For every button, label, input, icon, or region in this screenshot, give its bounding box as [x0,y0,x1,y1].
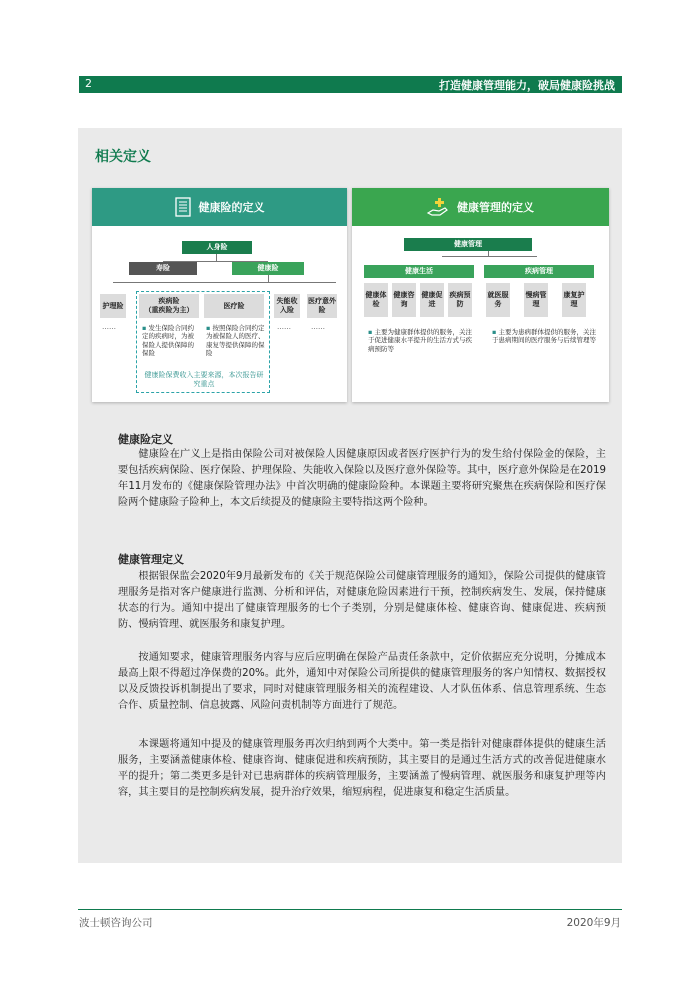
healthy-living-note: ▪ 主要为健康群体提供的服务，关注于促进健康水平提升的生活方式与疾病预防等 [368,328,472,353]
node-medical-insurance: 医疗险 [204,294,264,318]
health-management-paragraph-1: 根据银保监会2020年9月最新发布的《关于规范保险公司健康管理服务的通知》，保险公司提供的健康管理服务是指对客户健康进行监测、分析和评估，对健康危险因素进行干预，控制疾病发生、发展，保持健康状态的行为。通知中提出了健康管理服务的七个子类别，分别是健康体检、健康咨询、健康促进、疾病预防、慢病管理、就医服务和康复护理。 [118,571,606,630]
health-management-paragraph-3: 本课题将通知中提及的健康管理服务再次归纳到两个大类中。第一类是指针对健康群体提供的健康生活服务，主要涵盖健康体检、健康咨询、健康促进和疾病预防，其主要目的是通过生活方式的改善促进健康水平的提升；第二类更多是针对已患病群体的疾病管理服务，主要涵盖了慢病管理、就医服务和康复护理等内容，其主要目的是控制疾病发展，提升治疗效果，缩短病程，促进康复和稳定生活质量。 [118,739,606,798]
node-personal-insurance: 人身险 [182,241,252,254]
footer-date: 2020年9月 [566,917,621,929]
ellipsis: …… [277,323,291,331]
health-management-card-title: 健康管理的定义 [457,201,534,214]
disease-insurance-note: ▪ 发生保险合同约定的疾病时，为被保险人提供保障的保险 [142,324,194,358]
health-management-paragraph-2: 按通知要求，健康管理服务内容与应后应明确在保险产品责任条款中，定价依据应充分说明，分摊成本最高上限不得超过净保费的20%。此外，通知中对保险公司所提供的健康管理服务的客户知情权、数据授权以及反馈投诉机制提出了要求，同时对健康管理服务相关的流程建设、人才队伍体系、信息管理系统、生态合作、质量控制、信息披露、风险问责机制等方面进行了规范。 [118,652,606,711]
document-icon [175,197,191,217]
node-rehabilitation-care: 康复护理 [562,283,586,317]
health-insurance-card-title: 健康险的定义 [198,201,265,214]
node-medical-service: 就医服务 [486,283,510,317]
footer-company: 波士顿咨询公司 [79,917,153,929]
node-disability-income-insurance: 失能收入险 [274,294,300,318]
health-management-heading: 健康管理定义 [118,553,184,566]
footer-divider [78,909,622,910]
ellipsis: …… [102,323,116,331]
health-management-definition-card [352,188,609,402]
research-focus-label: 健康险保费收入主要来源，本次报告研究重点 [144,371,264,389]
health-insurance-card-header [92,188,347,226]
node-health-checkup: 健康体检 [364,283,388,317]
medical-insurance-note: ▪ 按照保险合同约定为被保险人的医疗、康复等提供保障的保险 [206,324,265,358]
node-health-management: 健康管理 [404,238,532,251]
connector-line [268,275,269,282]
page-header-title: 打造健康管理能力，破局健康险挑战 [439,79,615,92]
page-number: 2 [85,77,92,90]
health-insurance-definition-card [92,188,347,402]
node-medical-accident-insurance: 医疗意外险 [307,294,337,318]
node-disease-insurance: 疾病险 （重疾险为主） [139,294,199,318]
node-nursing-insurance: 护理险 [100,294,126,318]
ellipsis: …… [311,323,325,331]
node-life-insurance: 寿险 [129,262,197,275]
content-panel [78,128,622,863]
node-health-insurance: 健康险 [232,262,304,275]
node-chronic-disease-management: 慢病管理 [524,283,548,317]
hand-plus-icon [427,197,449,217]
node-health-promotion: 健康促进 [420,283,444,317]
section-title: 相关定义 [95,149,151,165]
node-health-consulting: 健康咨询 [392,283,416,317]
connector-line [113,282,336,283]
health-insurance-paragraph: 健康险在广义上是指由保险公司对被保险人因健康原因或者医疗医护行为的发生给付保险金的保险，主要包括疾病保险、医疗保险、护理保险、失能收入保险以及医疗意外保险等。其中，医疗意外保险是在2019年11月发布的《健康保险管理办法》中首次明确的健康险险种。本课题主要将研究聚焦在疾病保险和医疗保险两个健康险子险种上，本文后续提及的健康险主要特指这两个险种。 [118,449,606,508]
connector-line [442,256,537,257]
node-disease-prevention: 疾病预防 [448,283,472,317]
health-insurance-heading: 健康险定义 [118,433,173,446]
connector-line [216,253,217,261]
health-management-card-header [352,188,609,226]
disease-management-note: ▪ 主要为患病群体提供的服务，关注于患病期间的医疗服务与后续管理等 [492,328,596,345]
page-header-bar [79,76,622,93]
node-disease-management: 疾病管理 [484,265,594,278]
node-healthy-living: 健康生活 [364,265,474,278]
